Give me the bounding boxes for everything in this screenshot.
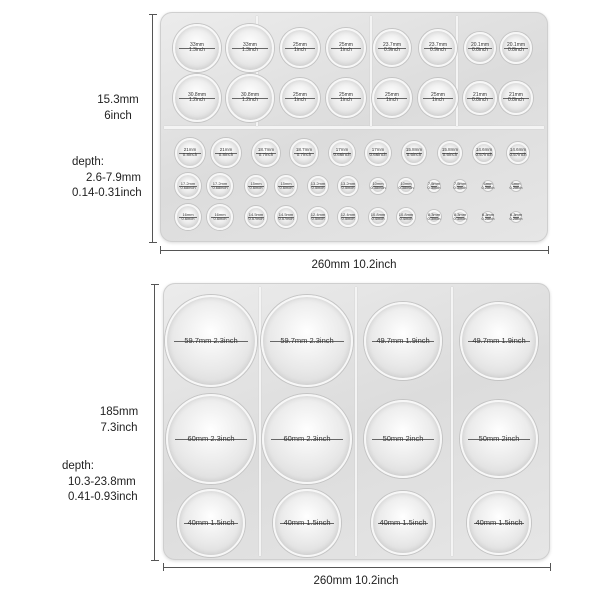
cavity-size-label: 59.7mm 2.3inch [184, 336, 238, 346]
cavity-size-label: 30.8mm 1.2inch [187, 91, 207, 103]
bottom-cavity [273, 489, 341, 557]
cavity-size-label: 21mm 0.8inch [182, 147, 198, 157]
top-cavity [175, 204, 201, 230]
bottom-height-line [154, 284, 155, 560]
top-cavity [207, 173, 233, 199]
top-cavity [463, 81, 497, 115]
top-cavity [173, 74, 221, 122]
cavity-size-label: 10mm 0.38inch [398, 180, 414, 190]
top-cavity [211, 138, 241, 168]
bottom-width-label: 260mm 10.2inch [313, 575, 399, 587]
bottom-cavity [364, 400, 442, 478]
cavity-size-label: 16mm 0.6inch [181, 211, 195, 221]
cavity-size-label: 10.8mm 0.4inch [370, 211, 386, 221]
bottom-depth-title: depth: [62, 460, 94, 472]
cavity-size-label: 23.7mm 0.9inch [428, 41, 448, 53]
cavity-size-label: 17mm 0.66inch [369, 147, 387, 157]
cavity-size-label: 6mm 0.2inch [481, 180, 495, 190]
top-width-tick-right [548, 246, 549, 254]
top-width-line [160, 250, 548, 251]
bottom-height-tick-top [151, 284, 159, 285]
top-tray-divider-v2 [370, 16, 372, 126]
cavity-size-label: 15.8mm 0.6inch [405, 147, 423, 157]
cavity-size-label: 50mm 2inch [382, 434, 424, 444]
cavity-size-label: 7.5mm 0.3inch [427, 180, 441, 190]
top-cavity [280, 78, 320, 118]
cavity-size-label: 12.4mm 0.5inch [310, 211, 326, 221]
top-cavity [326, 78, 366, 118]
bottom-height-tick-bottom [151, 560, 159, 561]
cavity-size-label: 13.2mm 0.5inch [340, 180, 356, 190]
top-width-tick-left [160, 246, 161, 254]
top-cavity [226, 74, 274, 122]
top-cavity [373, 29, 411, 67]
top-cavity [511, 181, 521, 191]
cavity-size-label: 8.3mm 0.3inch [427, 211, 441, 221]
cavity-size-label: 25mm 1inch [339, 91, 353, 103]
cavity-size-label: 49.7mm 1.9inch [472, 336, 526, 346]
bottom-cavity [364, 302, 442, 380]
bottom-cavity [166, 394, 256, 484]
cavity-size-label: 40mm 1.5inch [379, 518, 427, 528]
top-cavity [454, 180, 466, 192]
cavity-size-label: 14.6mm 0.57inch [509, 147, 527, 157]
cavity-size-label: 17.2mm 0.68inch [180, 180, 196, 190]
top-cavity [365, 140, 391, 166]
bottom-cavity [177, 489, 245, 557]
cavity-size-label: 15.8mm 0.6inch [441, 147, 459, 157]
top-height-label [88, 93, 148, 124]
top-cavity [370, 178, 386, 194]
bottom-width-line [163, 567, 550, 568]
top-cavity [308, 207, 328, 227]
top-cavity [428, 180, 440, 192]
bottom-depth-label [62, 459, 152, 506]
cavity-size-label: 25mm 1inch [339, 41, 353, 53]
bottom-depth-mm: 10.3-23.8mm [68, 475, 136, 488]
bottom-cavity [460, 400, 538, 478]
cavity-size-label: 60mm 2.3inch [283, 434, 331, 444]
top-cavity [453, 210, 467, 224]
top-cavity [226, 24, 274, 72]
cavity-size-label: 6.3mm 0.2inch [509, 211, 523, 221]
cavity-size-label: 49.7mm 1.9inch [376, 336, 430, 346]
top-cavity [175, 173, 201, 199]
bottom-width-tick-left [163, 563, 164, 571]
top-cavity [175, 138, 205, 168]
cavity-size-label: 14.5mm 0.57inch [278, 211, 294, 221]
top-cavity [369, 208, 387, 226]
top-cavity [419, 29, 457, 67]
bottom-cavity [165, 295, 257, 387]
bottom-cavity [261, 295, 353, 387]
cavity-size-label: 21mm 0.8inch [218, 147, 234, 157]
top-height-line [152, 14, 153, 242]
top-cavity [207, 204, 233, 230]
top-cavity [418, 78, 458, 118]
cavity-size-label: 40mm 1.5inch [187, 518, 235, 528]
cavity-size-label: 20.1mm 0.8inch [470, 41, 490, 53]
cavity-size-label: 15mm 0.6inch [249, 180, 263, 190]
top-cavity [252, 139, 280, 167]
top-height-tick-top [149, 14, 157, 15]
bottom-depth-in: 0.41-0.93inch [68, 491, 138, 504]
top-cavity [275, 175, 297, 197]
top-cavity [427, 210, 441, 224]
bottom-height-mm: 185mm [99, 406, 139, 418]
top-depth-mm: 2.6-7.9mm [86, 171, 141, 184]
cavity-size-label: 10.8mm 0.4inch [398, 211, 414, 221]
cavity-size-label: 33mm 1.3inch [241, 41, 259, 53]
bottom-cavity [371, 491, 435, 555]
cavity-size-label: 33mm 1.3inch [188, 41, 206, 53]
top-cavity [338, 176, 358, 196]
cavity-size-label: 21mm 0.8inch [471, 91, 489, 103]
top-height-in: 6inch [104, 109, 132, 122]
top-cavity [438, 141, 462, 165]
bottom-tray-divider-v2 [355, 287, 357, 556]
bottom-height-label [88, 405, 150, 436]
bottom-cavity [467, 491, 531, 555]
cavity-size-label: 6mm 0.2inch [509, 180, 523, 190]
top-depth-label [72, 155, 150, 202]
bottom-mold-tray [163, 283, 550, 560]
cavity-size-label: 25mm 1inch [293, 41, 307, 53]
cavity-size-label: 8.3mm 0.3inch [453, 211, 467, 221]
top-cavity [464, 32, 496, 64]
top-cavity [500, 32, 532, 64]
cavity-size-label: 17.2mm 0.68inch [212, 180, 228, 190]
cavity-size-label: 14.6mm 0.57inch [475, 147, 493, 157]
top-cavity [499, 81, 533, 115]
top-cavity [398, 178, 414, 194]
cavity-size-label: 12.4mm 0.5inch [340, 211, 356, 221]
cavity-size-label: 25mm 1inch [385, 91, 399, 103]
top-depth-title: depth: [72, 156, 104, 168]
top-cavity [329, 140, 355, 166]
top-cavity [397, 208, 415, 226]
top-height-mm: 15.3mm [97, 94, 139, 106]
cavity-size-label: 15mm 0.6inch [279, 180, 293, 190]
top-cavity [326, 28, 366, 68]
bottom-tray-divider-v1 [259, 287, 261, 556]
top-cavity [402, 141, 426, 165]
cavity-size-label: 20.1mm 0.8inch [506, 41, 526, 53]
top-cavity [511, 212, 521, 222]
cavity-size-label: 14.5mm 0.57inch [248, 211, 264, 221]
top-cavity [483, 181, 493, 191]
top-mold-tray [160, 12, 548, 242]
cavity-size-label: 7.5mm 0.3inch [453, 180, 467, 190]
cavity-size-label: 17mm 0.66inch [333, 147, 351, 157]
top-cavity [372, 78, 412, 118]
cavity-size-label: 59.7mm 2.3inch [280, 336, 334, 346]
cavity-size-label: 13.2mm 0.5inch [310, 180, 326, 190]
cavity-size-label: 40mm 1.5inch [475, 518, 523, 528]
top-cavity [308, 176, 328, 196]
top-cavity [245, 206, 267, 228]
bottom-height-in: 7.3inch [100, 421, 138, 434]
cavity-size-label: 21mm 0.8inch [507, 91, 525, 103]
top-cavity [245, 175, 267, 197]
cavity-size-label: 18.7mm 0.7inch [295, 147, 313, 157]
top-width-label: 260mm 10.2inch [311, 259, 397, 271]
top-depth-in: 0.14-0.31inch [72, 187, 142, 200]
cavity-size-label: 10mm 0.38inch [370, 180, 386, 190]
cavity-size-label: 6.3mm 0.2inch [481, 211, 495, 221]
top-cavity [473, 142, 495, 164]
top-cavity [280, 28, 320, 68]
top-cavity [338, 207, 358, 227]
bottom-cavity [460, 302, 538, 380]
top-tray-divider-v3 [456, 16, 458, 126]
cavity-size-label: 18.7mm 0.7inch [257, 147, 275, 157]
bottom-cavity [262, 394, 352, 484]
top-cavity [507, 142, 529, 164]
cavity-size-label: 60mm 2.3inch [187, 434, 235, 444]
cavity-size-label: 30.8mm 1.2inch [240, 91, 260, 103]
cavity-size-label: 25mm 1inch [293, 91, 307, 103]
top-tray-divider-horizontal [164, 126, 544, 129]
top-cavity [275, 206, 297, 228]
cavity-size-label: 23.7mm 0.9inch [382, 41, 402, 53]
top-cavity [290, 139, 318, 167]
top-cavity [483, 212, 493, 222]
bottom-tray-divider-v3 [451, 287, 453, 556]
top-height-tick-bottom [149, 242, 157, 243]
top-cavity [173, 24, 221, 72]
bottom-width-tick-right [550, 563, 551, 571]
cavity-size-label: 25mm 1inch [431, 91, 445, 103]
cavity-size-label: 40mm 1.5inch [283, 518, 331, 528]
cavity-size-label: 16mm 0.6inch [213, 211, 227, 221]
cavity-size-label: 50mm 2inch [478, 434, 520, 444]
